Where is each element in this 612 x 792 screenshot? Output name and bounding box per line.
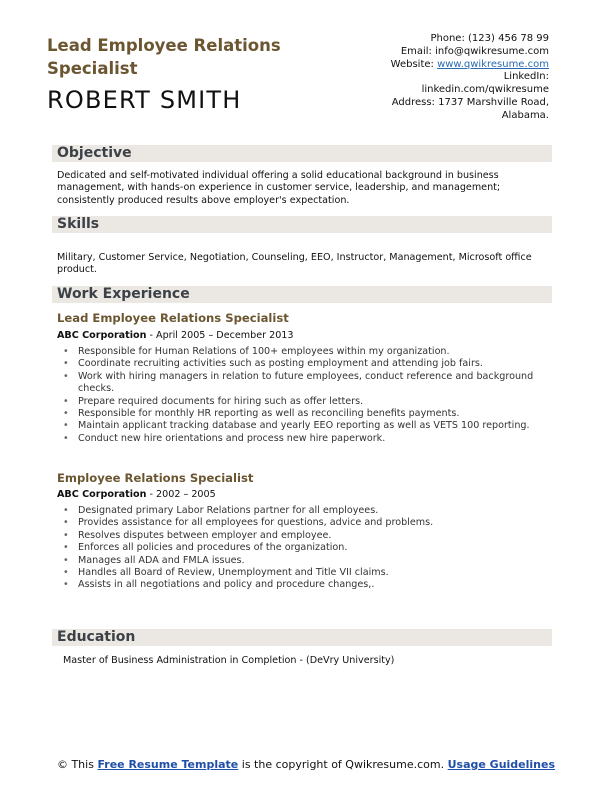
contact-website xyxy=(289,59,549,72)
job-1-company: ABC Corporation xyxy=(57,330,147,341)
list-item: • Provides assistance for all employees for questions, advice and problems. xyxy=(57,517,557,529)
footer-middle: is the copyright of Qwikresume.com. xyxy=(238,758,448,771)
work-heading: Work Experience xyxy=(57,286,190,302)
email-label: Email: xyxy=(400,45,432,57)
list-item: • Prepare required documents for hiring such as offer letters. xyxy=(57,396,557,408)
phone-label: Phone: xyxy=(430,33,465,44)
job-1-title: Lead Employee Relations Specialist xyxy=(57,311,289,325)
email-value: info@qwikresume.com xyxy=(435,45,549,57)
education-section-header xyxy=(52,629,552,646)
list-item: • Coordinate recruiting activities such as posting employment and attending job fairs. xyxy=(57,358,557,370)
list-item: • Assists in all negotiations and policy and procedure changes,. xyxy=(57,579,557,591)
usage-guidelines-link[interactable]: Usage Guidelines xyxy=(447,758,556,771)
list-item: • Responsible for monthly HR reporting as well as reconciling benefits payments. xyxy=(57,408,557,420)
list-item: • Designated primary Labor Relations partner for all employees. xyxy=(57,505,557,517)
job-2-dates: - 2002 – 2005 xyxy=(146,489,216,500)
objective-section-header xyxy=(52,145,552,162)
list-item: • Handles all Board of Review, Unemployment and Title VII claims. xyxy=(57,567,557,579)
skills-heading: Skills xyxy=(57,216,100,232)
resume-job-title: Lead Employee Relations Specialist xyxy=(47,36,281,78)
list-item: • Resolves disputes between employer and employee. xyxy=(57,530,557,542)
candidate-name: ROBERT SMITH xyxy=(47,86,242,114)
job-1-dates: - April 2005 – December 2013 xyxy=(146,330,294,341)
list-item: • Work with hiring managers in relation to future employees, conduct reference and background checks. xyxy=(57,371,557,396)
job-2-bullets xyxy=(57,505,557,592)
skills-text: Military, Customer Service, Negotiation, Counseling, EEO, Instructor, Management, Microsoft office product. xyxy=(57,252,532,276)
contact-linkedin-value: linkedin.com/qwikresume xyxy=(421,84,549,96)
contact-block xyxy=(289,33,549,123)
address-label: Address: xyxy=(391,96,435,108)
contact-linkedin-label: LinkedIn: xyxy=(503,71,549,83)
footer-prefix: © This xyxy=(56,758,98,771)
objective-text: Dedicated and self-motivated individual offering a solid educational background in business management, with hands-on experience in customer service, leadership, and management; consistently produced results above employer's expectation. xyxy=(57,170,501,206)
objective-heading: Objective xyxy=(57,145,132,161)
education-heading: Education xyxy=(57,629,136,645)
phone-value: (123) 456 78 99 xyxy=(468,33,549,44)
contact-email xyxy=(289,46,549,59)
list-item: • Responsible for Human Relations of 100+ employees within my organization. xyxy=(57,346,557,358)
job-1-company-line xyxy=(57,330,294,342)
job-1-bullets xyxy=(57,346,557,445)
contact-phone xyxy=(289,33,549,46)
list-item: • Maintain applicant tracking database and yearly EEO reporting as well as VETS 100 reporting. xyxy=(57,420,557,432)
free-resume-template-link[interactable]: Free Resume Template xyxy=(97,758,239,771)
job-2-company: ABC Corporation xyxy=(57,489,147,500)
work-section-header xyxy=(52,286,552,303)
job-2-company-line xyxy=(57,489,216,501)
list-item: • Manages all ADA and FMLA issues. xyxy=(57,555,557,567)
list-item: • Conduct new hire orientations and process new hire paperwork. xyxy=(57,433,557,445)
website-link[interactable]: www.qwikresume.com xyxy=(437,58,549,70)
education-text: Master of Business Administration in Completion - (DeVry University) xyxy=(63,655,395,666)
list-item: • Enforces all policies and procedures of the organization. xyxy=(57,542,557,554)
job-2-title: Employee Relations Specialist xyxy=(57,471,254,485)
address-value: 1737 Marshville Road, Alabama. xyxy=(438,96,549,121)
footer xyxy=(0,758,612,772)
skills-section-header xyxy=(52,216,552,233)
website-label: Website: xyxy=(390,58,434,70)
contact-address xyxy=(289,97,549,123)
